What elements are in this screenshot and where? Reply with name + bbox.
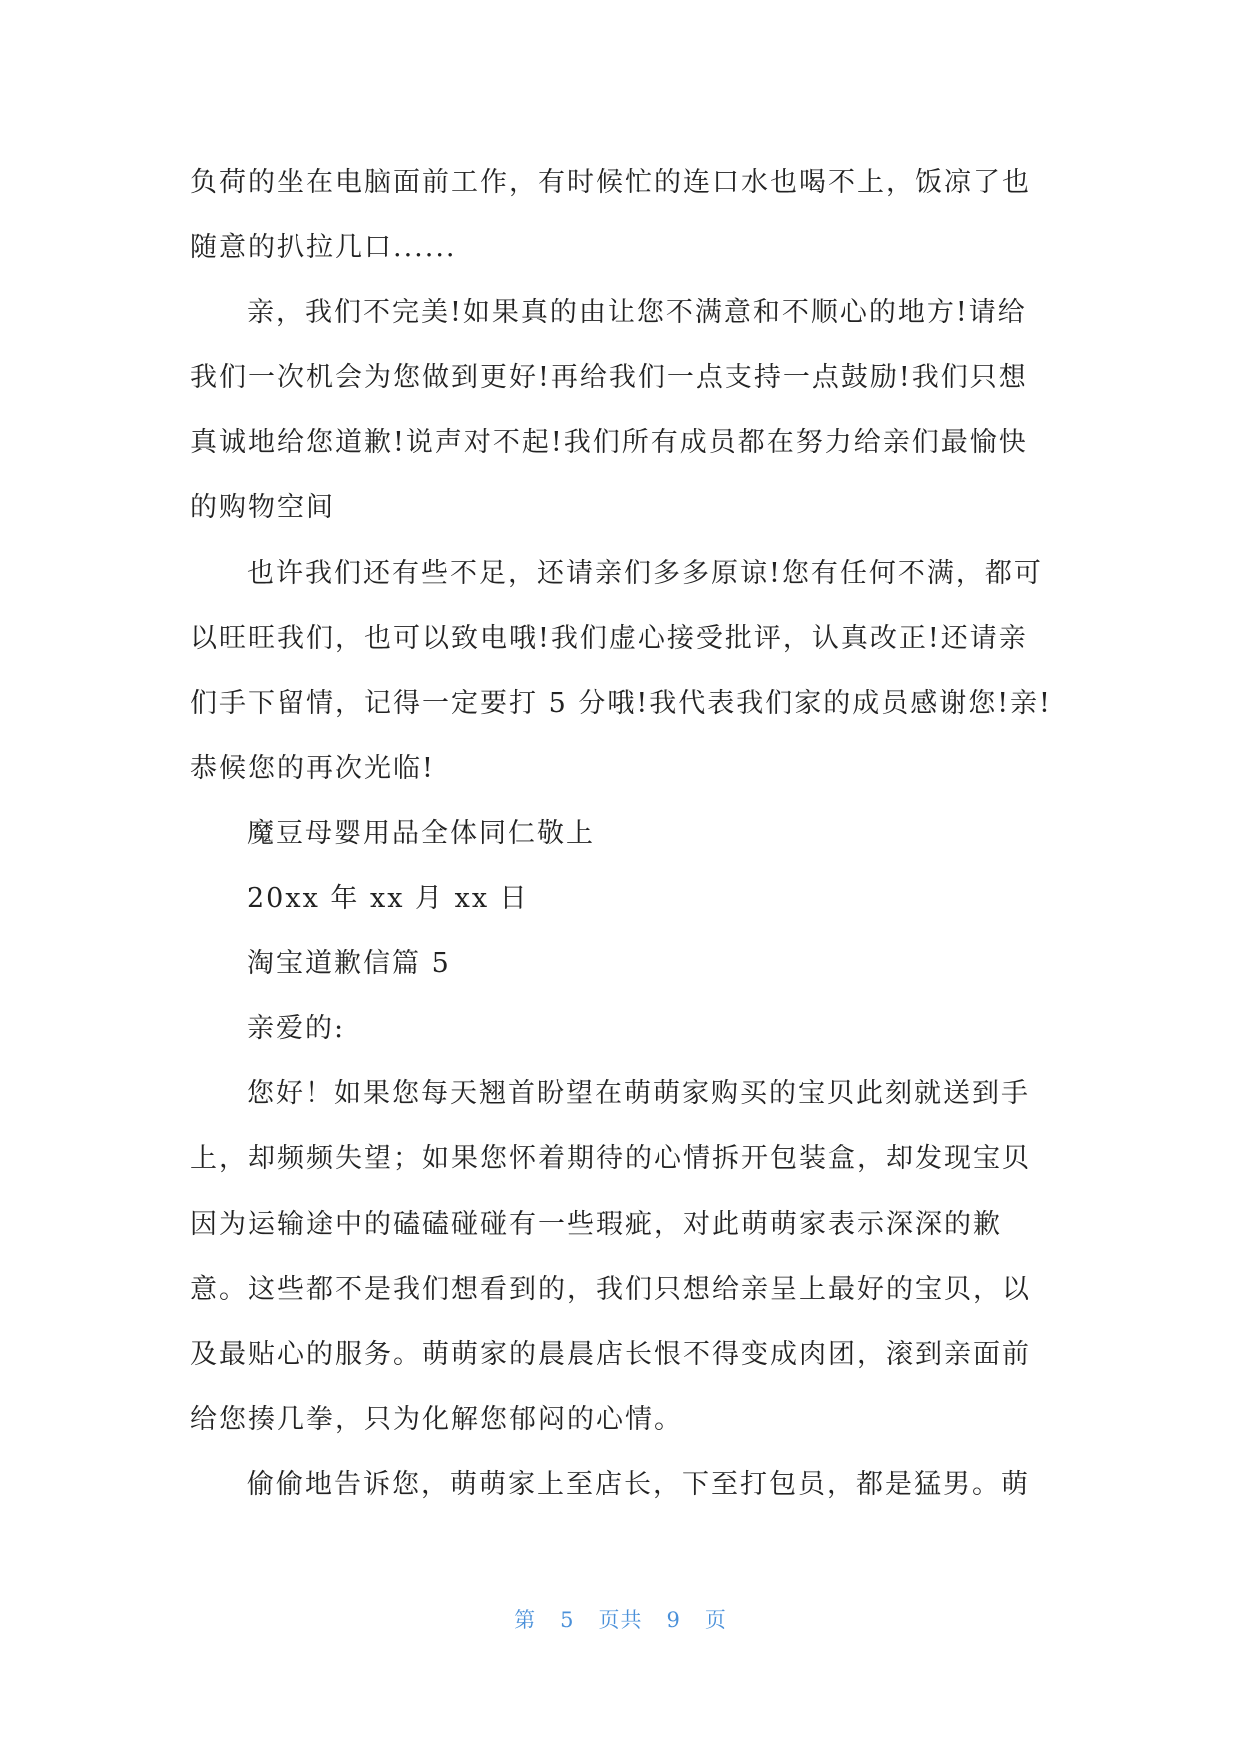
- text-line: 真诚地给您道歉!说声对不起!我们所有成员都在努力给亲们最愉快: [190, 427, 1028, 459]
- document-body: [190, 158, 1052, 1525]
- footer-label-before: 第: [514, 1608, 537, 1632]
- salutation: 亲爱的:: [247, 1013, 346, 1045]
- date-line: 20xx 年 xx 月 xx 日: [247, 883, 529, 915]
- signature-line: 魔豆母婴用品全体同仁敬上: [247, 817, 595, 849]
- text-line: 恭候您的再次光临!: [190, 752, 435, 784]
- text-line: 我们一次机会为您做到更好!再给我们一点支持一点鼓励!我们只想: [190, 362, 1028, 394]
- paragraph-start: 您好！如果您每天翘首盼望在萌萌家购买的宝贝此刻就送到手: [247, 1078, 1030, 1110]
- text-line: 给您揍几拳，只为化解您郁闷的心情。: [190, 1403, 683, 1435]
- text-line: 及最贴心的服务。萌萌家的晨晨店长恨不得变成肉团，滚到亲面前: [190, 1338, 1031, 1370]
- current-page-number: 5: [560, 1608, 575, 1632]
- text-line: 们手下留情，记得一定要打 5 分哦!我代表我们家的成员感谢您!亲!: [190, 687, 1052, 719]
- paragraph-start: 亲，我们不完美!如果真的由让您不满意和不顺心的地方!请给: [247, 297, 1027, 329]
- text-line: 以旺旺我们，也可以致电哦!我们虚心接受批评，认真改正!还请亲: [190, 622, 1028, 654]
- footer-label-middle: 页共: [598, 1608, 643, 1632]
- paragraph-start: 偷偷地告诉您，萌萌家上至店长，下至打包员，都是猛男。萌: [247, 1468, 1030, 1500]
- page-footer: [0, 1604, 1241, 1634]
- total-pages-number: 9: [666, 1608, 681, 1632]
- text-line: 随意的扒拉几口......: [190, 232, 457, 264]
- paragraph-start: 也许我们还有些不足，还请亲们多多原谅!您有任何不满，都可: [247, 557, 1043, 589]
- text-line: 意。这些都不是我们想看到的，我们只想给亲呈上最好的宝贝，以: [190, 1273, 1031, 1305]
- section-heading: 淘宝道歉信篇 5: [247, 948, 451, 980]
- footer-label-after: 页: [704, 1608, 727, 1632]
- text-line: 负荷的坐在电脑面前工作，有时候忙的连口水也喝不上，饭凉了也: [190, 167, 1031, 198]
- text-line: 上，却频频失望；如果您怀着期待的心情拆开包装盒，却发现宝贝: [190, 1143, 1031, 1175]
- text-line: 的购物空间: [190, 492, 335, 524]
- text-line: 因为运输途中的磕磕碰碰有一些瑕疵，对此萌萌家表示深深的歉: [190, 1208, 1002, 1240]
